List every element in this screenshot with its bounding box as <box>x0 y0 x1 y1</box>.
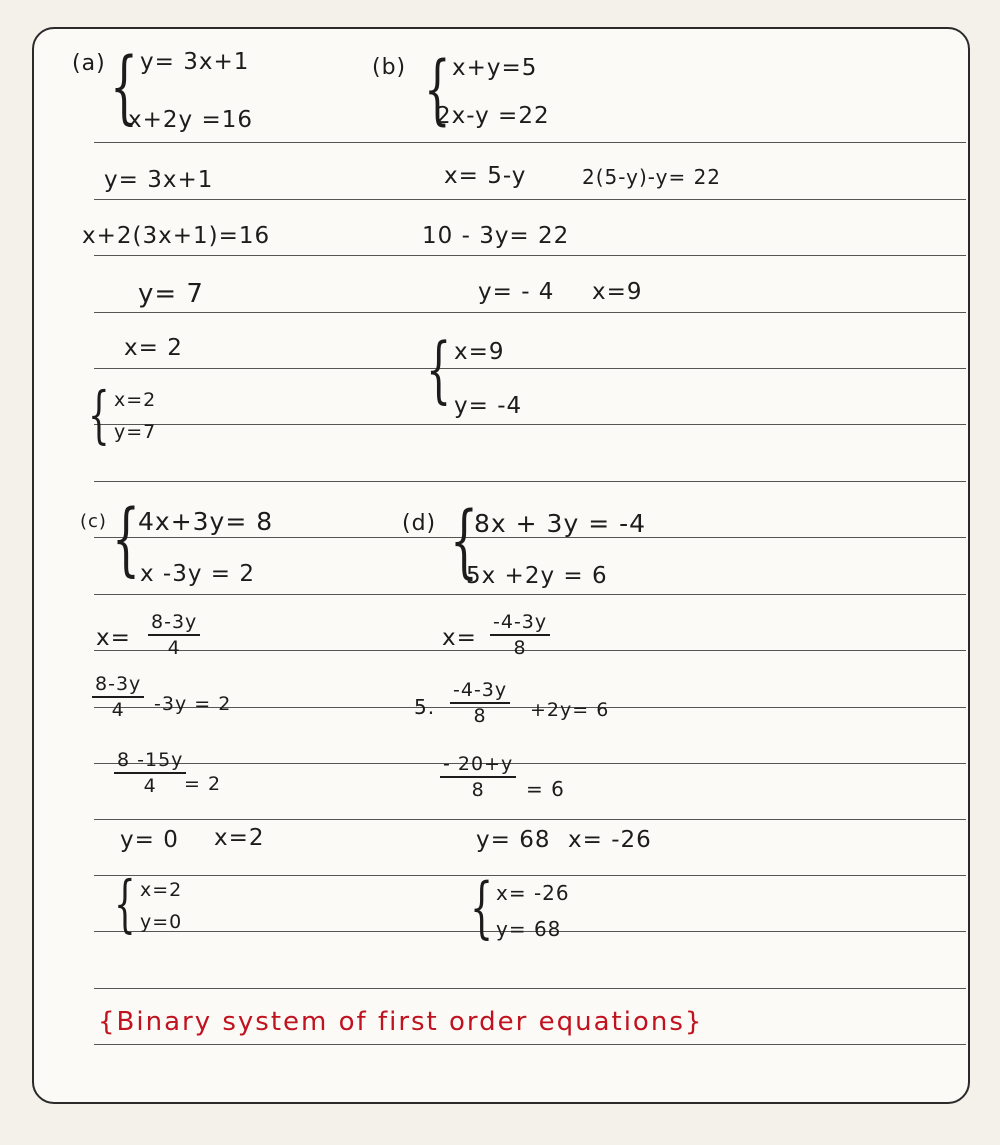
work-step: y= 3x+1 <box>104 167 214 193</box>
system-brace: { <box>424 44 451 133</box>
fraction: 8-3y 4 <box>92 673 144 721</box>
equation-1: 4x+3y= 8 <box>138 507 274 536</box>
equation-2: x -3y = 2 <box>140 561 255 587</box>
work-step: y= - 4 <box>478 279 555 305</box>
solution-x: x= -26 <box>496 881 570 905</box>
work-step: x= -26 <box>568 827 652 853</box>
fraction: -4-3y 8 <box>490 611 550 659</box>
work-step: y= 7 <box>138 279 204 309</box>
system-brace: { <box>450 494 478 587</box>
work-step: = 2 <box>184 773 222 795</box>
problem-label: (d) <box>402 511 437 536</box>
work-step: 2(5-y)-y= 22 <box>582 165 722 189</box>
system-brace: { <box>110 40 138 133</box>
solution-x: x=2 <box>140 879 183 901</box>
ruled-line <box>94 875 966 876</box>
work-step: 10 - 3y= 22 <box>422 223 570 249</box>
ruled-line <box>94 199 966 200</box>
ruled-line <box>94 424 966 425</box>
ruled-line <box>94 763 966 764</box>
footer-note: {Binary system of first order equations} <box>98 1007 704 1037</box>
work-step-prefix: 5. <box>414 695 436 719</box>
ruled-line <box>94 481 966 482</box>
problem-label: (c) <box>80 511 107 532</box>
equation-2: x+2y =16 <box>128 107 253 133</box>
system-brace: { <box>112 492 140 585</box>
work-step: +2y= 6 <box>530 699 610 721</box>
solution-x: x=9 <box>454 339 505 365</box>
work-step: = 6 <box>526 777 565 801</box>
ruled-line <box>94 312 966 313</box>
fraction: -4-3y 8 <box>450 679 510 727</box>
solution-y: y=7 <box>114 421 157 443</box>
work-step-prefix: x= <box>96 625 131 651</box>
work-step: x+2(3x+1)=16 <box>82 223 271 249</box>
notebook-page <box>32 27 970 1104</box>
equation-1: x+y=5 <box>452 55 538 81</box>
fraction: - 20+y 8 <box>440 753 516 801</box>
ruled-line <box>94 594 966 595</box>
ruled-line <box>94 819 966 820</box>
work-step: -3y = 2 <box>154 693 232 715</box>
work-step: y= 68 <box>476 827 551 853</box>
solution-y: y= -4 <box>454 393 523 419</box>
problem-label: (b) <box>372 55 407 80</box>
solution-brace: { <box>88 378 110 451</box>
solution-brace: { <box>114 867 136 940</box>
equation-1: y= 3x+1 <box>140 49 250 75</box>
equation-2: 5x +2y = 6 <box>466 563 608 589</box>
ruled-line <box>94 988 966 989</box>
equation-2: 2x-y =22 <box>436 103 550 129</box>
ruled-line <box>94 1044 966 1045</box>
fraction: 8 -15y 4 <box>114 749 186 797</box>
work-step: x=9 <box>592 279 643 305</box>
work-step: x= 2 <box>124 335 183 361</box>
ruled-line <box>94 368 966 369</box>
work-step-prefix: x= <box>442 625 477 651</box>
solution-brace: { <box>426 327 452 411</box>
solution-brace: { <box>470 869 494 946</box>
solution-y: y=0 <box>140 911 183 933</box>
work-step: y= 0 <box>120 827 179 853</box>
fraction: 8-3y 4 <box>148 611 200 659</box>
ruled-line <box>94 255 966 256</box>
problem-label: (a) <box>72 51 106 76</box>
work-step: x= 5-y <box>444 163 527 189</box>
solution-y: y= 68 <box>496 917 562 941</box>
work-step: x=2 <box>214 825 265 851</box>
solution-x: x=2 <box>114 389 157 411</box>
ruled-line <box>94 142 966 143</box>
equation-1: 8x + 3y = -4 <box>474 509 647 538</box>
